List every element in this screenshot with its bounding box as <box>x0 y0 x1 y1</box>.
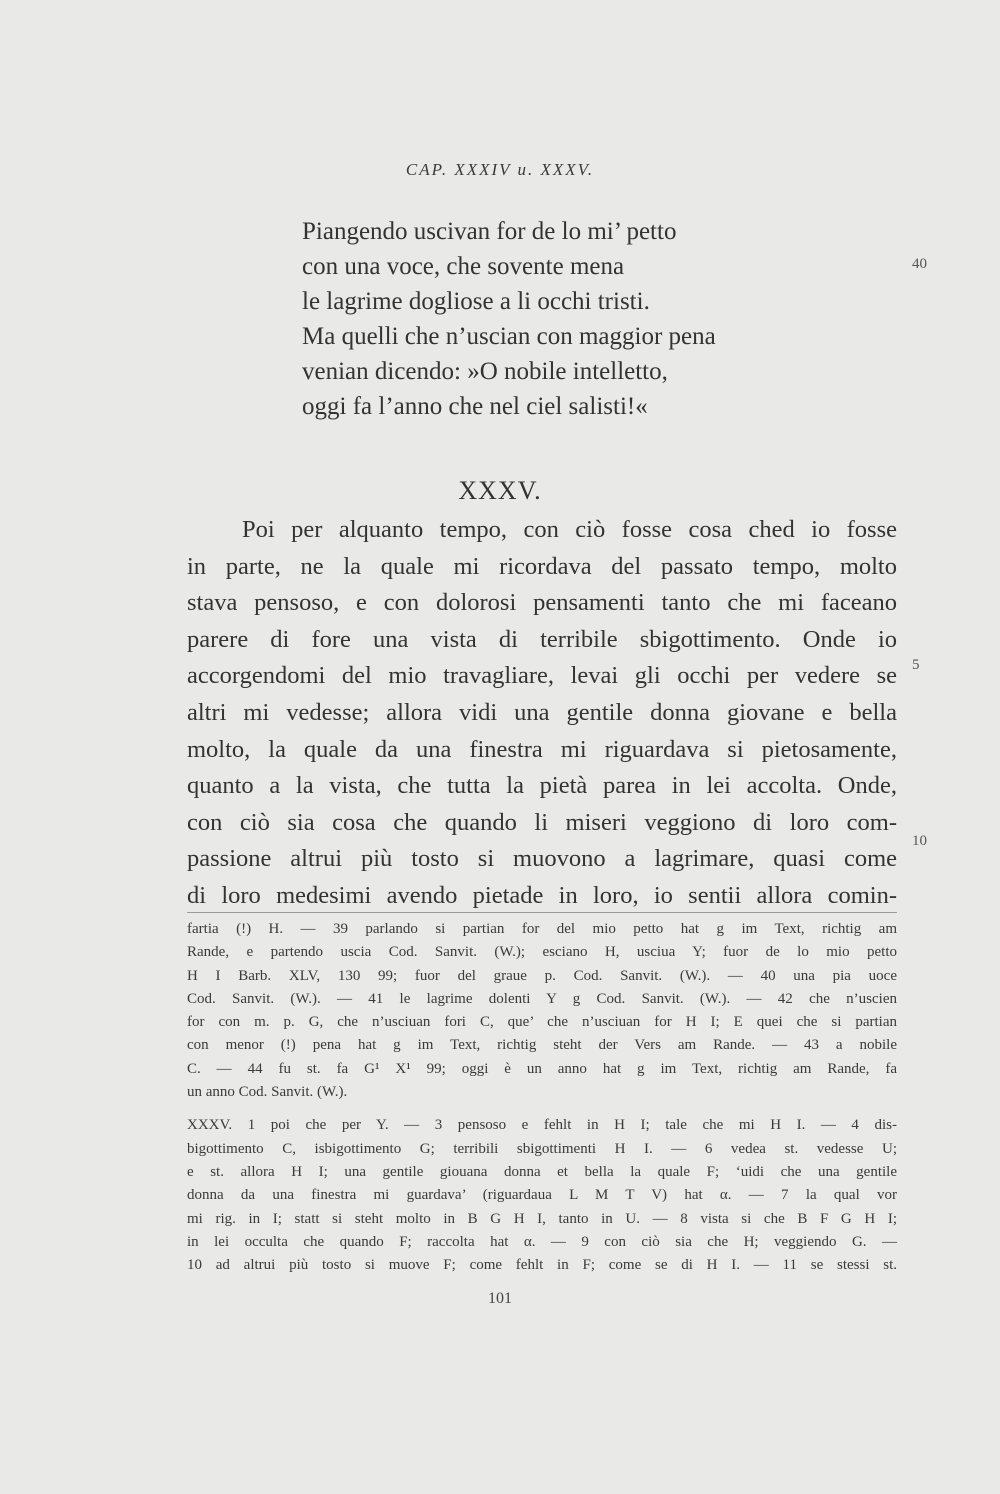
prose-line: accorgendomi del mio travagliare, levai gli occhi per vedere se <box>187 662 897 690</box>
prose-line: Poi per alquanto tempo, con ciò fosse cosa ched io fosse <box>242 516 897 543</box>
prose-line: con ciò sia cosa che quando li miseri veggiono di loro com- <box>187 808 897 836</box>
poem-line: venian dicendo: »O nobile intelletto, <box>302 358 668 385</box>
apparatus-line: fartia (!) H. — 39 parlando si partian for del mio petto hat g im Text, richtig am <box>187 921 897 937</box>
poem-line: oggi fa l’anno che nel ciel salisti!« <box>302 393 648 420</box>
page-number: 101 <box>488 1290 512 1307</box>
apparatus-line: Cod. Sanvit. (W.). — 41 le lagrime dolenti Y g Cod. Sanvit. (W.). — 42 che n’uscien <box>187 990 897 1007</box>
poem-line: Piangendo uscivan for de lo mi’ petto <box>302 218 677 245</box>
prose-line: altri mi vedesse; allora vidi una gentile donna giovane e bella <box>187 698 897 726</box>
footnote-divider <box>187 912 897 913</box>
apparatus-line: con menor (!) pena hat g im Text, richtig steht der Vers am Rande. — 43 a nobile <box>187 1037 897 1054</box>
prose-line: molto, la quale da una finestra mi riguardava si pietosamente, <box>187 735 897 763</box>
prose-paragraph <box>187 512 897 915</box>
apparatus-line: donna da una finestra mi guardava’ (riguardaua L M T V) hat α. — 7 la qual vor <box>187 1187 897 1204</box>
apparatus-line: XXXV. 1 poi che per Y. — 3 pensoso e fehlt in H I; tale che mi H I. — 4 dis- <box>187 1117 897 1134</box>
poem-line: con una voce, che sovente mena <box>302 253 625 280</box>
apparatus-line: C. — 44 fu st. fa G¹ X¹ 99; oggi è un anno hat g im Text, richtig am Rande, fa <box>187 1060 897 1077</box>
apparatus-line: for con m. p. G, che n’usciuan fori C, que’ che n’usciuan for H I; E quei che si partian <box>187 1014 897 1031</box>
prose-line: di loro medesimi avendo pietade in loro, io sentii allora comin- <box>187 881 897 909</box>
apparatus-line: bigottimento C, isbigottimento G; terribili sbigottimenti H I. — 6 vedea st. vedesse U; <box>187 1140 897 1157</box>
poem-stanza <box>302 214 922 424</box>
critical-apparatus <box>187 918 897 1277</box>
apparatus-line: H I Barb. XLV, 130 99; fuor del graue p. Cod. Sanvit. (W.). — 40 una pia uoce <box>187 967 897 984</box>
margin-line-number: 5 <box>912 657 920 673</box>
apparatus-line: in lei occulta che quando F; raccolta hat α. — 9 con ciò sia che H; veggiendo G. — <box>187 1233 897 1250</box>
apparatus-line: 10 ad altrui più tosto si muove F; come fehlt in F; come se di H I. — 11 se stessi st. <box>187 1257 897 1274</box>
apparatus-line: Rande, e partendo uscia Cod. Sanvit. (W.); esciano H, usciua Y; fuor de lo mio petto <box>187 944 897 961</box>
apparatus-line: mi rig. in I; statt si steht molto in B G H I, tanto in U. — 8 vista si che B F G H I; <box>187 1210 897 1227</box>
chapter-title: XXXV. <box>458 476 542 505</box>
apparatus-line: e st. allora H I; una gentile giouana donna et bella la quale F; ‘uidi che una gentile <box>187 1163 897 1180</box>
prose-line: parere di fore una vista di terribile sbigottimento. Onde io <box>187 625 897 653</box>
prose-line: in parte, ne la quale mi ricordava del passato tempo, molto <box>187 552 897 580</box>
running-header: CAP. XXXIV u. XXXV. <box>405 160 595 179</box>
prose-line: passione altrui più tosto si muovono a lagrimare, quasi come <box>187 845 897 873</box>
poem-line: le lagrime dogliose a li occhi tristi. <box>302 288 650 315</box>
poem-line: Ma quelli che n’uscian con maggior pena <box>302 323 716 350</box>
prose-line: stava pensoso, e con dolorosi pensamenti tanto che mi faceano <box>187 589 897 617</box>
margin-line-number: 10 <box>912 833 927 849</box>
prose-line: quanto a la vista, che tutta la pietà parea in lei accolta. Onde, <box>187 772 897 800</box>
apparatus-line: un anno Cod. Sanvit. (W.). <box>187 1084 348 1101</box>
margin-line-number: 40 <box>912 256 927 272</box>
